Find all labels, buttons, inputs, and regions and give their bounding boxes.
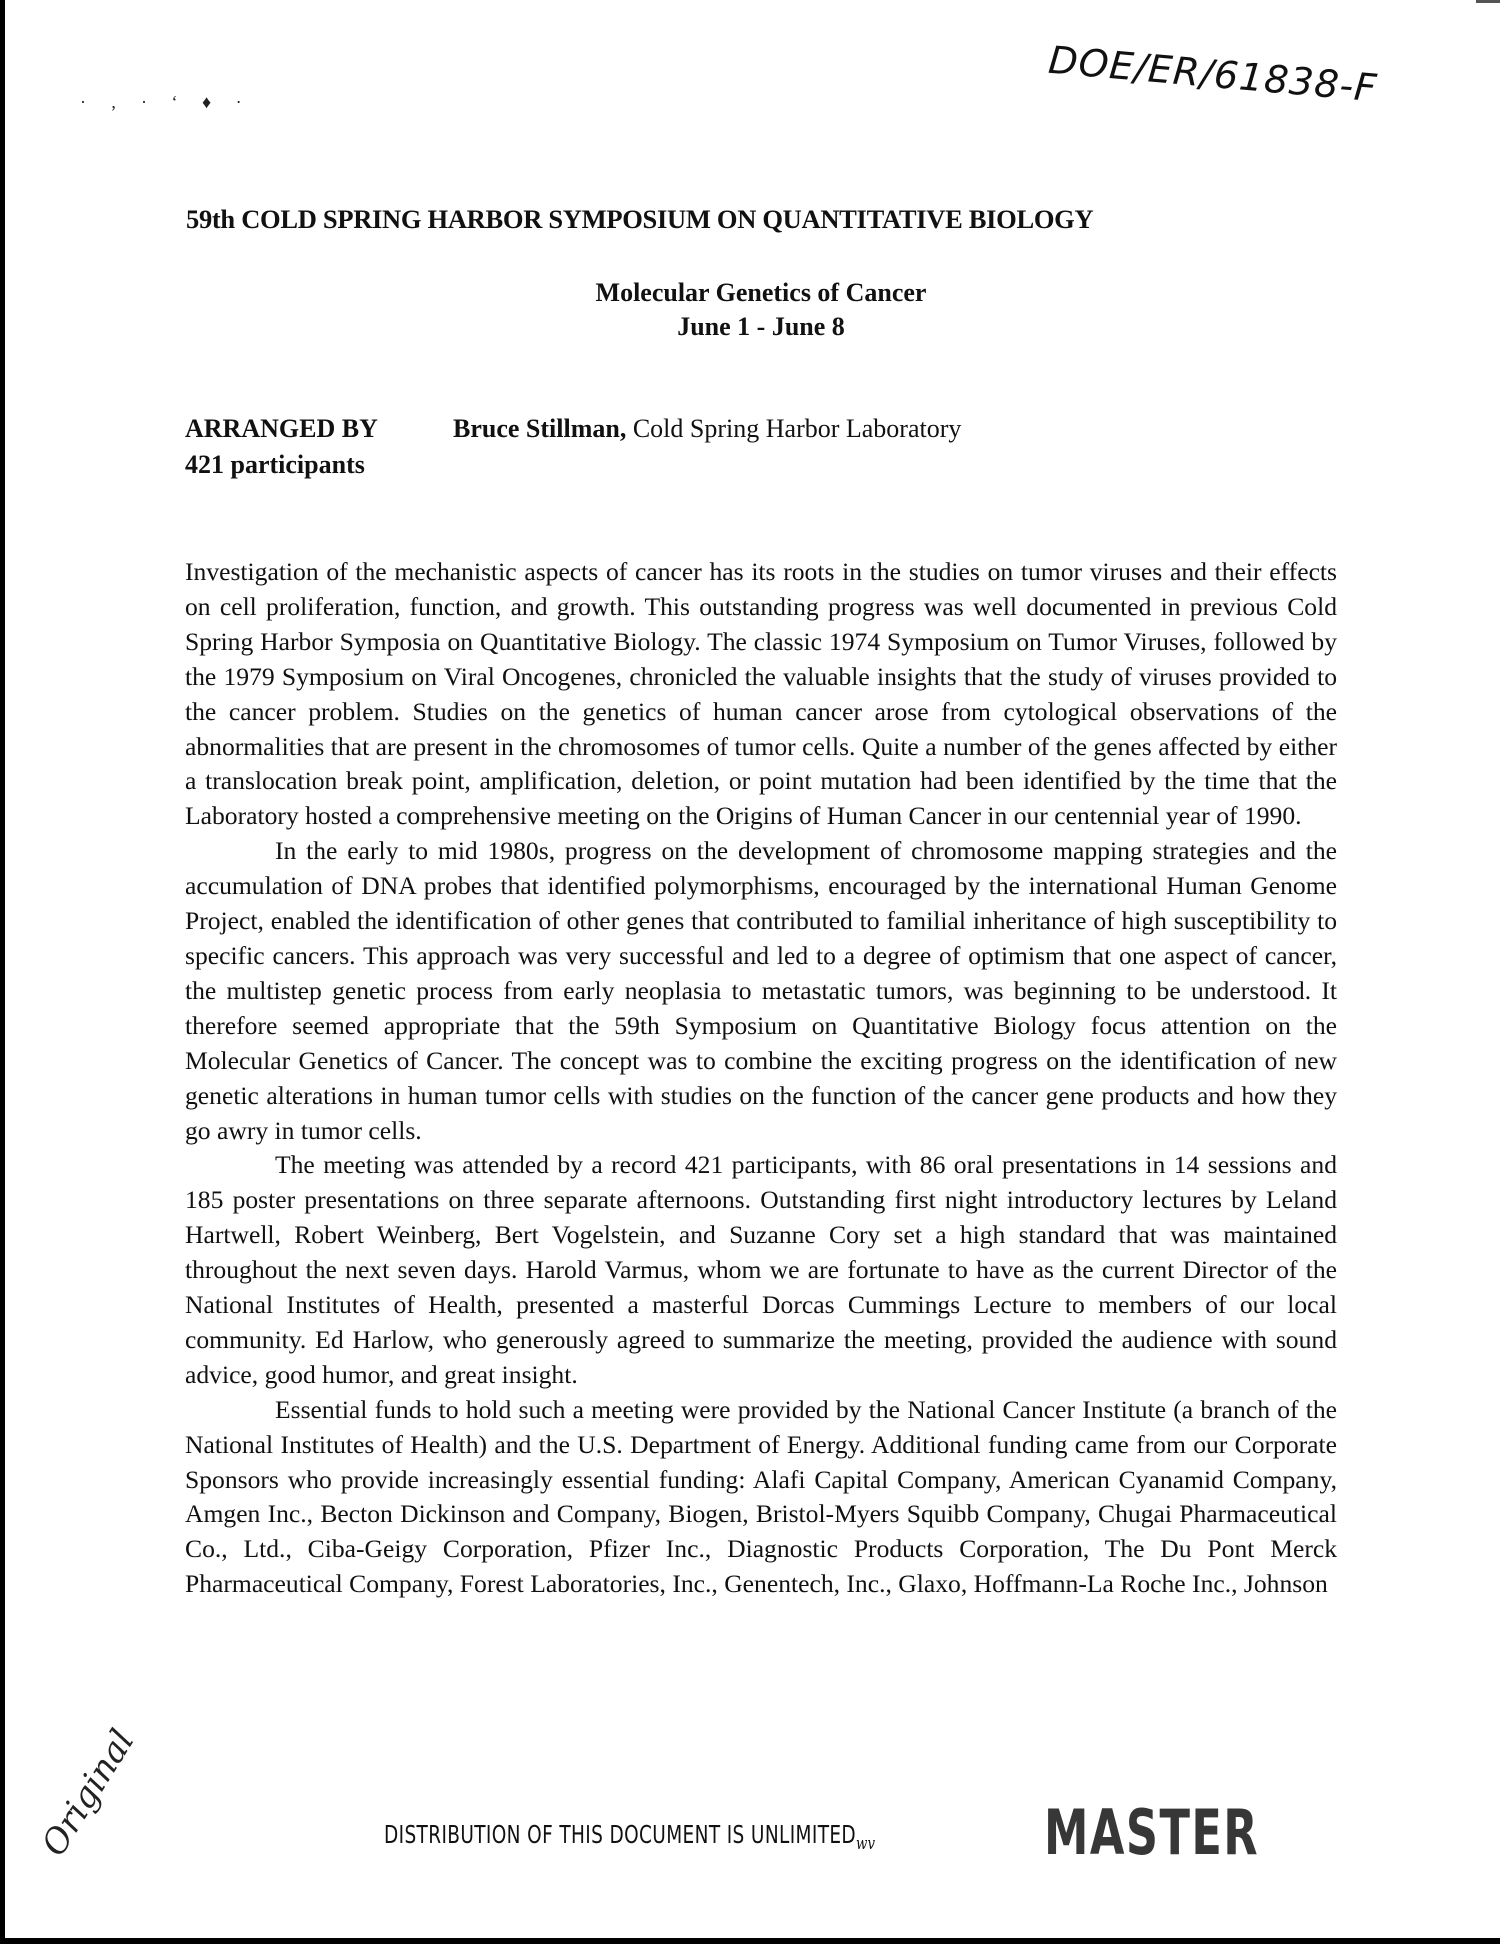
arranged-by-value (453, 414, 961, 444)
handwritten-initials: wv (856, 1833, 875, 1854)
arranged-by-label: ARRANGED BY (185, 414, 378, 443)
paragraph-funding: Essential funds to hold such a meeting were provided by the National Cancer Institute (a branch of the National Institutes of Health) and the U.S. Department of Energy. Additional funding came from our Corporate Sponsors who provide increasingly essential funding: Alafi Capital Company, American Cyanamid Company, Amgen Inc., Becton Dickinson and Company, Biogen, Bristol-Myers Squibb Company, Chugai Pharmaceutical Co., Ltd., Ciba-Geigy Corporation, Pfizer Inc., Diagnostic Products Corporation, The Du Pont Merck Pharmaceutical Company, Forest Laboratories, Inc., Genentech, Inc., Glaxo, Hoffmann-La Roche Inc., Johnson (185, 1394, 1337, 1599)
distribution-notice (384, 1820, 875, 1854)
paragraph-intro: Investigation of the mechanistic aspects of cancer has its roots in the studies on tumor viruses and their effects on cell proliferation, function, and growth. This outstanding progress was well documented in previous Cold Spring Harbor Symposia on Quantitative Biology. The classic 1974 Symposium on Tumor Viruses, followed by the 1979 Symposium on Viral Oncogenes, chronicled the valuable insights that the study of viruses provided to the cancer problem. Studies on the genetics of human cancer arose from cytological observations of the abnormalities that are present in the chromosomes of tumor cells. Quite a number of the genes affected by either a translocation break point, amplification, deletion, or point mutation had been identified by the time that the Laboratory hosted a comprehensive meeting on the Origins of Human Cancer in our centennial year of 1990. (185, 557, 1337, 831)
scan-specks: · ‚ · ‘ ♦ · (80, 92, 252, 112)
master-stamp: MASTER (1044, 1796, 1260, 1869)
distribution-text: DISTRIBUTION OF THIS DOCUMENT IS UNLIMITED (384, 1820, 857, 1849)
participant-count: 421 participants (185, 450, 365, 479)
subtitle-block (0, 276, 1500, 344)
organizer-name: Bruce Stillman, (453, 414, 627, 443)
paragraph-attendance: The meeting was attended by a record 421 participants, with 86 oral presentations in 14 sessions and 185 poster presentations on three separate afternoons. Outstanding first night introductory lectures by Leland Hartwell, Robert Weinberg, Bert Vogelstein, and Suzanne Cory set a high standard that was maintained throughout the next seven days. Harold Varmus, whom we are fortunate to have as the current Director of the National Institutes of Health, presented a masterful Dorcas Cummings Lecture to members of our local community. Ed Harlow, who generously agreed to summarize the meeting, provided the audience with sound advice, good humor, and great insight. (185, 1150, 1337, 1389)
symposium-title: 59th COLD SPRING HARBOR SYMPOSIUM ON QUANTITATIVE BIOLOGY (186, 204, 1094, 234)
scan-bottom-border (0, 1938, 1500, 1944)
paragraph-1980s: In the early to mid 1980s, progress on the development of chromosome mapping strategies and the accumulation of DNA probes that identified polymorphisms, encouraged by the international Human Genome Project, enabled the identification of other genes that contributed to familial inheritance of high susceptibility to specific cancers. This approach was very successful and led to a degree of optimism that one aspect of cancer, the multistep genetic process from early neoplasia to metastatic tumors, was beginning to be understood. It therefore seemed appropriate that the 59th Symposium on Quantitative Biology focus attention on the Molecular Genetics of Cancer. The concept was to combine the exciting progress on the identification of new genetic alterations in human tumor cells with studies on the function of the cancer gene products and how they go awry in tumor cells. (185, 836, 1337, 1145)
handwritten-report-number: DOE/ER/61838-F (1046, 37, 1379, 111)
handwritten-margin-note: Original (34, 1722, 143, 1864)
scan-corner-mark (1476, 0, 1500, 3)
symposium-subtitle: Molecular Genetics of Cancer (595, 278, 927, 307)
body-text (185, 555, 1337, 1602)
symposium-dates: June 1 - June 8 (677, 312, 845, 341)
organizer-affiliation: Cold Spring Harbor Laboratory (626, 414, 962, 443)
